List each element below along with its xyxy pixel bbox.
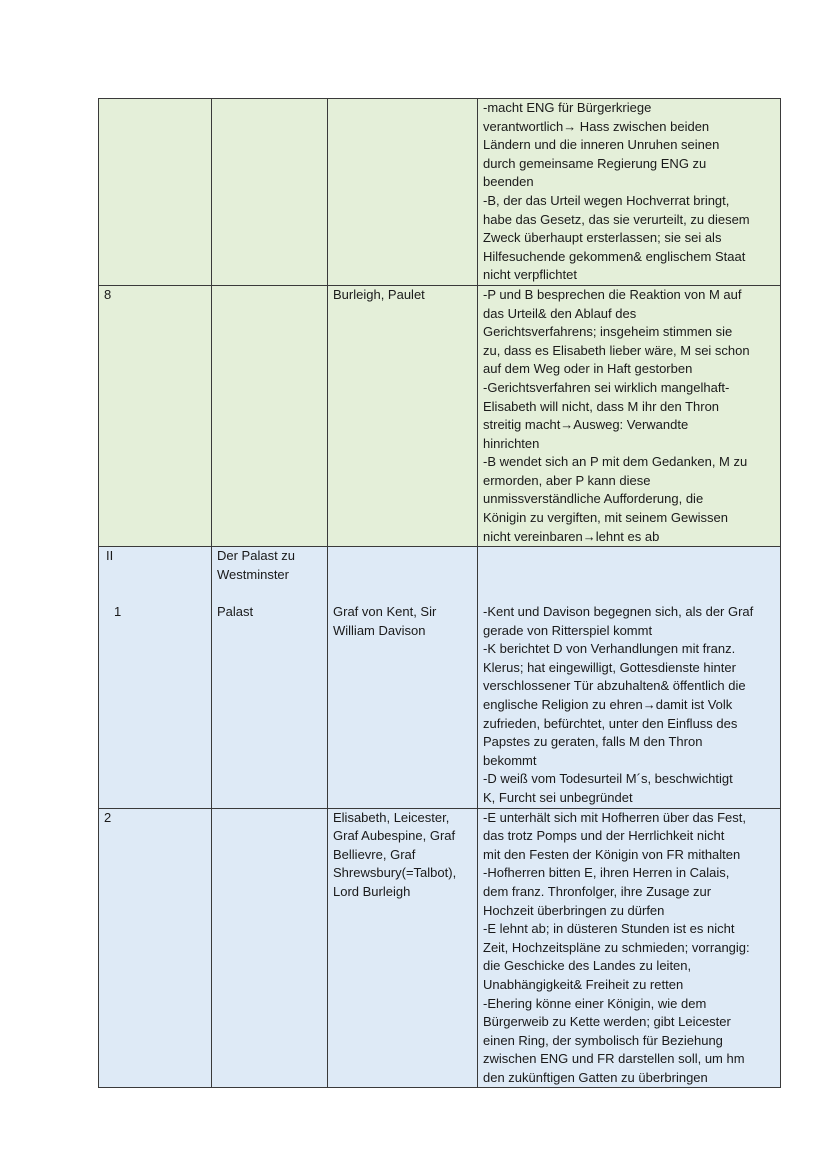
summary-line: Elisabeth will nicht, dass M ihr den Thron	[483, 398, 720, 414]
location-text: Der Palast zu	[217, 548, 296, 564]
summary-line: das Urteil& den Ablauf des	[483, 305, 637, 321]
characters-cell	[328, 808, 478, 1088]
summary-line: den zukünftigen Gatten zu überbringen	[483, 1069, 708, 1085]
spacer	[217, 584, 322, 603]
summary-line: -Ehering könne einer Königin, wie dem	[483, 995, 707, 1011]
summary-line: Hochzeit überbringen zu dürfen	[483, 902, 665, 918]
summary-line: hinrichten	[483, 435, 540, 451]
spacer	[106, 566, 206, 585]
character-text: Graf von Kent, Sir	[333, 604, 437, 620]
summary-line: Hilfesuchende gekommen& englischem Staat	[483, 248, 746, 264]
summary-line: einen Ring, der symbolisch für Beziehung	[483, 1032, 723, 1048]
table-row	[99, 547, 781, 808]
summary-line: dem franz. Thronfolger, ihre Zusage zur	[483, 883, 712, 899]
summary-line: streitig macht→Ausweg: Verwandte	[483, 417, 689, 433]
spacer	[483, 566, 775, 585]
summary-line: Zweck überhaupt ersterlassen; sie sei als	[483, 230, 722, 246]
scene-number: 2	[104, 809, 112, 825]
scene-number-cell	[99, 547, 212, 808]
summary-line: Zeit, Hochzeitspläne zu schmieden; vorrangig:	[483, 939, 750, 955]
summary-cell	[478, 99, 781, 286]
summary-line: verschlossener Tür abzuhalten& öffentlich die	[483, 678, 746, 694]
summary-line: -E unterhält sich mit Hofherren über das Fest,	[483, 809, 747, 825]
location-text: Westminster	[217, 566, 289, 582]
summary-line: zu, dass es Elisabeth lieber wäre, M sei schon	[483, 342, 750, 358]
scene-number: 1	[114, 604, 122, 620]
summary-line: K, Furcht sei unbegründet	[483, 789, 633, 805]
summary-line: unmissverständliche Aufforderung, die	[483, 491, 704, 507]
summary-line: nicht verpflichtet	[483, 267, 577, 283]
spacer	[483, 547, 775, 566]
summary-line: gerade von Ritterspiel kommt	[483, 622, 653, 638]
table-row	[99, 285, 781, 546]
place-text: Palast	[217, 604, 254, 620]
character-text: William Davison	[333, 622, 426, 638]
location-cell	[212, 547, 328, 808]
summary-line: -K berichtet D von Verhandlungen mit franz.	[483, 641, 736, 657]
summary-line: die Geschicke des Landes zu leiten,	[483, 958, 692, 974]
scene-number-cell	[99, 99, 212, 286]
summary-line: Gerichtsverfahrens; insgeheim stimmen sie	[483, 324, 733, 340]
characters-cell	[328, 99, 478, 286]
summary-cell	[478, 808, 781, 1088]
summary-line: Klerus; hat eingewilligt, Gottesdienste hinter	[483, 659, 736, 675]
summary-line: beenden	[483, 174, 534, 190]
character-text: Shrewsbury(=Talbot),	[333, 865, 457, 881]
character-text: Elisabeth, Leicester,	[333, 809, 450, 825]
spacer	[333, 547, 472, 566]
summary-line: englische Religion zu ehren→damit ist Volk	[483, 697, 733, 712]
summary-line: -B wendet sich an P mit dem Gedanken, M zu	[483, 454, 748, 470]
summary-line: zwischen ENG und FR darstellen soll, um hm	[483, 1051, 745, 1067]
summary-line: -Gerichtsverfahren sei wirklich mangelhaft-	[483, 379, 730, 395]
summary-line: durch gemeinsame Regierung ENG zu	[483, 155, 707, 171]
summary-line: verantwortlich→ Hass zwischen beiden	[483, 118, 710, 134]
summary-line: habe das Gesetz, das sie verurteilt, zu diesem	[483, 211, 750, 227]
location-cell	[212, 285, 328, 546]
summary-line: Königin zu vergiften, mit seinem Gewissen	[483, 510, 728, 526]
summary-line: -E lehnt ab; in düsteren Stunden ist es nicht	[483, 921, 735, 937]
summary-line: Bürgerweib zu Kette werden; gibt Leicester	[483, 1014, 731, 1030]
summary-line: nicht vereinbaren→lehnt es ab	[483, 528, 660, 544]
summary-line: -D weiß vom Todesurteil M´s, beschwichtigt	[483, 771, 733, 787]
summary-line: mit den Festen der Königin von FR mithalten	[483, 846, 741, 862]
character-text: Bellievre, Graf	[333, 846, 416, 862]
summary-line: -B, der das Urteil wegen Hochverrat bringt,	[483, 192, 730, 208]
characters-cell	[328, 285, 478, 546]
scene-table	[98, 98, 781, 1088]
scene-table-body	[99, 99, 781, 1088]
scene-number-cell	[99, 285, 212, 546]
summary-line: Papstes zu geraten, falls M den Thron	[483, 734, 703, 750]
summary-line: -P und B besprechen die Reaktion von M auf	[483, 286, 742, 302]
character-text: Lord Burleigh	[333, 883, 411, 899]
summary-line: Unabhängigkeit& Freiheit zu retten	[483, 976, 684, 992]
spacer	[483, 584, 775, 603]
spacer	[333, 584, 472, 603]
summary-line: Ländern und die inneren Unruhen seinen	[483, 137, 720, 153]
scene-number: 8	[104, 286, 112, 302]
table-row	[99, 99, 781, 286]
spacer	[333, 566, 472, 585]
characters-cell	[328, 547, 478, 808]
summary-line: -macht ENG für Bürgerkriege	[483, 100, 652, 115]
character-text: Burleigh, Paulet	[333, 286, 425, 302]
table-row	[99, 808, 781, 1088]
location-cell	[212, 808, 328, 1088]
summary-line: -Kent und Davison begegnen sich, als der Graf	[483, 604, 754, 620]
summary-line: -Hofherren bitten E, ihren Herren in Calais,	[483, 865, 730, 881]
summary-line: bekommt	[483, 752, 537, 768]
act-number: II	[106, 548, 114, 564]
location-cell	[212, 99, 328, 286]
character-text: Graf Aubespine, Graf	[333, 828, 456, 844]
summary-cell	[478, 547, 781, 808]
summary-line: ermorden, aber P kann diese	[483, 472, 651, 488]
spacer	[106, 584, 206, 603]
summary-line: das trotz Pomps und der Herrlichkeit nicht	[483, 828, 725, 844]
summary-cell	[478, 285, 781, 546]
summary-line: auf dem Weg oder in Haft gestorben	[483, 361, 693, 377]
scene-number-cell	[99, 808, 212, 1088]
summary-line: zufrieden, befürchtet, unter den Einfluss des	[483, 715, 738, 731]
